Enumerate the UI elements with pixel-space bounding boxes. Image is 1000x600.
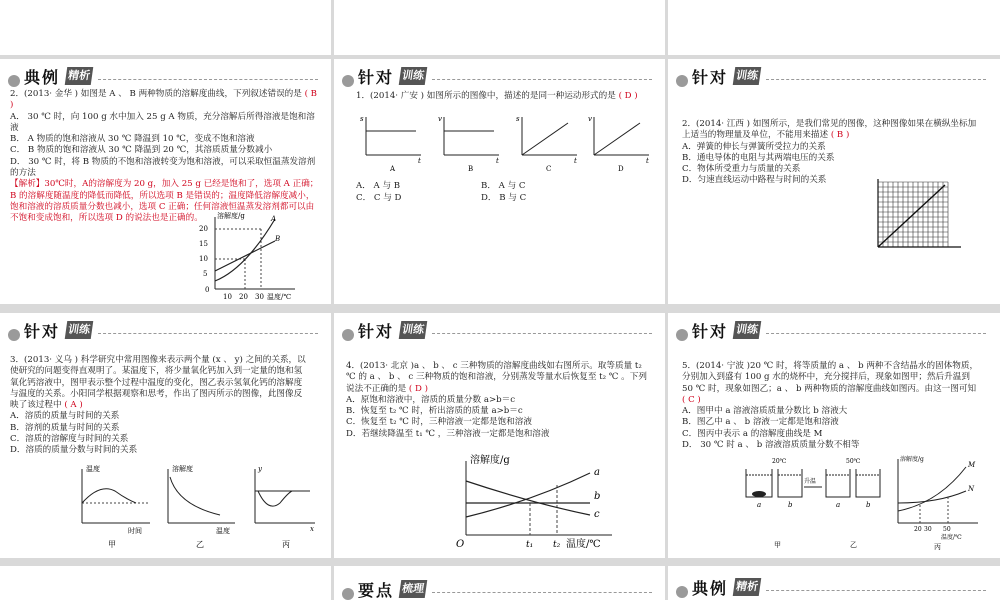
header-tag: 精析 (733, 578, 762, 596)
graph-bing (255, 465, 315, 549)
option-c: C．图丙中表示 a 的溶解度曲线是 M (682, 428, 823, 439)
graph-label-a: A (390, 165, 396, 173)
curve-graph-bing (898, 455, 978, 551)
question-text: 3．(2013· 义乌 ) 科学研究中常用图像来表示两个量 (x 、 y) 之间的关系，以使研究的问题变得直观明了。某温度下，将少量氧化钙加入到一定量的饱和氢氧化钙溶液中，图甲表示整个过程中温度的变化，图乙表示氢氧化钙的溶解度与温度的关系。小阳同学根据观察和思考，作出了图丙所示的图像，此图像反映了该过程中 (10, 355, 306, 411)
g1-name: 甲 (108, 540, 116, 549)
header-rule (432, 79, 652, 80)
answer-text: ( C ) (682, 394, 701, 405)
header-rule (98, 333, 318, 334)
curve-b-label: B (275, 235, 281, 243)
solubility-graph (195, 209, 305, 301)
option-b: B．恢复至 t₂ ℃ 时，析出溶质的质量 a>b＝c (346, 406, 523, 417)
slide-practice-2[interactable] (668, 59, 1000, 304)
graph-xlabel: 温度/℃ (566, 539, 601, 550)
temp-50-label: 50℃ (846, 458, 861, 465)
g2-name: 乙 (196, 540, 204, 549)
axis-t: t (646, 157, 649, 165)
header-dot-icon (676, 329, 688, 341)
graph-xlabel: 温度/℃ (267, 293, 292, 301)
next-slide-bottom-left (0, 566, 331, 600)
question-block (10, 89, 322, 225)
g2-xlabel: 温度 (216, 527, 230, 535)
question-block (356, 91, 656, 102)
header-title: 典例 (692, 579, 729, 598)
header-title: 针对 (24, 322, 61, 341)
curve-a-label: A (271, 215, 277, 223)
header-tag: 训练 (399, 321, 428, 339)
slide-practice-5[interactable] (668, 313, 1000, 558)
slide-header (8, 319, 308, 341)
xtick-20: 20 (914, 526, 922, 533)
header-rule (766, 333, 986, 334)
option-d: D． 30 ℃ 时 a 、 b 溶液溶质质量分数不相等 (682, 440, 860, 451)
header-rule (766, 79, 986, 80)
slide-header (342, 578, 642, 600)
graph-label-b: B (468, 165, 474, 173)
graph-label-c: C (546, 165, 552, 173)
header-tag: 训练 (399, 67, 428, 85)
slide-header (676, 65, 976, 87)
curve-b-label: b (594, 491, 601, 502)
header-dot-icon (676, 75, 688, 87)
axis-t: t (418, 157, 421, 165)
header-title: 针对 (692, 68, 729, 87)
slide-practice-1[interactable] (334, 59, 665, 304)
beaker-a-label: a (757, 501, 762, 509)
prev-slide-top-mid (334, 0, 665, 55)
graph-ylabel: 溶解度/g (217, 212, 245, 220)
curve-m-label: M (968, 461, 976, 469)
slide-practice-3[interactable] (0, 313, 331, 558)
graph-label-d: D (618, 165, 624, 173)
axis-t: t (496, 157, 499, 165)
grid-graph (873, 177, 963, 251)
slide-header (342, 319, 642, 341)
analysis-text: 【解析】30℃时，A的溶解度为 20 g，加入 25 g 已经是饱和了，选项 A 正确；B 的溶解度随温度的降低而降低，所以选项 B 是错误的；温度降低溶解度减小，饱和溶液的溶质质量分数也减小，选项 C 正确；任何溶液恒温蒸发溶剂都可以由不饱和变成饱和，所以选项 D 的说法也是正确的。 (10, 179, 319, 224)
beaker-a2-label: a (836, 501, 841, 509)
ytick-20: 20 (199, 225, 208, 233)
beaker-b-label: b (788, 501, 793, 509)
axis-v: v (588, 115, 592, 123)
t1-label: t₁ (526, 540, 534, 550)
header-tag: 梳理 (399, 580, 428, 598)
option-c: C． B 物质的饱和溶液从 30 ℃ 降温到 20 ℃，其溶质质量分数减小 (10, 145, 273, 156)
header-dot-icon (342, 329, 354, 341)
xtick-30: 30 (255, 293, 264, 301)
question-text: 4．(2013· 北京 )a 、 b 、 c 三种物质的溶解度曲线如右图所示。取等质量 t₂ ℃ 的 a 、 b 、 c 三种物质的饱和溶液，分别蒸发等量水后恢复至 t₂ ℃ 。下列说法不正确的是 (346, 361, 647, 394)
header-title: 针对 (358, 68, 395, 87)
header-dot-icon (8, 75, 20, 87)
beaker-b2-label: b (866, 501, 871, 509)
graph-ylabel: 溶解度/g (470, 455, 510, 466)
three-graphs (70, 463, 325, 549)
header-rule (766, 590, 986, 591)
option-c: C． C 与 D (356, 193, 402, 203)
header-rule (432, 333, 652, 334)
header-tag: 精析 (65, 67, 94, 85)
graph-c (516, 115, 577, 173)
heat-label: 升温 (804, 478, 817, 485)
header-tag: 训练 (733, 67, 762, 85)
answer-text: ( B ) (10, 89, 317, 111)
header-rule (98, 79, 318, 80)
fig-yi-label: 乙 (850, 541, 857, 549)
beakers-yi (826, 469, 880, 497)
header-rule (432, 592, 652, 593)
axis-s: s (360, 115, 364, 123)
axis-s: s (516, 115, 520, 123)
prev-slide-top-left (0, 0, 331, 55)
slide-header (676, 576, 976, 598)
question-block (682, 361, 982, 451)
solubility-abc-graph (452, 453, 622, 553)
graph-d (588, 115, 649, 173)
option-a: A．原饱和溶液中，溶质的质量分数 a>b＝c (346, 394, 516, 405)
axis-v: v (438, 115, 442, 123)
bing-ylabel: 溶解度/g (900, 456, 924, 463)
answer-text: ( D ) (408, 383, 428, 394)
graph-a (360, 115, 421, 173)
question-text: 5．(2014· 宁波 )20 ℃ 时，将等质量的 a 、 b 两种不含结晶水的固体物质，分别加入到盛有 100 g 水的烧杯中，充分搅拌后，现象如图甲；然后升温到 50 ℃ 时，现象如图乙；a 、 b 两种物质的溶解度曲线如图丙。由这一图可知 (682, 361, 979, 394)
header-title: 针对 (692, 322, 729, 341)
graph-b (438, 115, 499, 173)
slide-header (342, 65, 642, 87)
slide-header (8, 65, 308, 87)
xtick-10: 10 (223, 293, 232, 301)
beaker-and-curve-figure (738, 453, 993, 551)
header-dot-icon (342, 75, 354, 87)
fig-bing-label: 丙 (934, 543, 941, 551)
g3-name: 丙 (282, 540, 290, 549)
option-a: A．图甲中 a 溶液溶质质量分数比 b 溶液大 (682, 406, 848, 417)
option-b: B．溶剂的质量与时间的关系 (10, 422, 120, 433)
slide-practice-4[interactable] (334, 313, 665, 558)
prev-slide-top-right (668, 0, 1000, 55)
answer-text: ( D ) (618, 91, 638, 101)
header-dot-icon (8, 329, 20, 341)
option-d: D．若继续降温至 t₁ ℃ ，三种溶液一定都是饱和溶液 (346, 428, 550, 439)
answer-text: ( B ) (830, 130, 850, 141)
option-d: D． 30 ℃ 时，将 B 物质的不饱和溶液转变为饱和溶液，可以采取恒温蒸发溶剂的方法 (10, 156, 316, 179)
header-tag: 训练 (733, 321, 762, 339)
answer-text: ( A ) (64, 400, 83, 411)
header-dot-icon (342, 588, 354, 600)
option-d: D． B 与 C (481, 193, 527, 203)
option-a: A．弹簧的伸长与弹簧所受拉力的关系 (682, 141, 826, 152)
option-a: A． A 与 B (356, 181, 401, 191)
fig-jia-label: 甲 (774, 541, 781, 549)
question-block (346, 361, 651, 440)
g2-ylabel: 溶解度 (172, 465, 193, 473)
g1-xlabel: 时间 (128, 527, 142, 535)
question-text: 2．(2014· 江西 ) 如图所示，是我们常见的图像，这种图像如果在横纵坐标加上适当的物理量及单位，不能用来描述 (682, 119, 977, 141)
option-d: D．溶质的质量分数与时间的关系 (10, 445, 138, 456)
option-a: A．溶质的质量与时间的关系 (10, 411, 120, 422)
option-b: B．图乙中 a 、 b 溶液一定都是饱和溶液 (682, 417, 839, 428)
question-block (10, 355, 310, 457)
next-slide-example[interactable] (668, 566, 1000, 600)
graph-origin: O (456, 539, 465, 550)
header-tag: 训练 (65, 321, 94, 339)
option-c: C．溶质的溶解度与时间的关系 (10, 434, 129, 445)
xtick-20: 20 (239, 293, 248, 301)
t2-label: t₂ (553, 540, 561, 550)
motion-graphs (356, 109, 656, 174)
ytick-0: 0 (205, 286, 210, 294)
curve-c-label: c (594, 509, 600, 520)
header-title: 要点 (358, 581, 395, 600)
option-a: A． 30 ℃ 时，向 100 g 水中加入 25 g A 物质，充分溶解后所得溶液是饱和溶液 (10, 111, 315, 133)
header-title: 典例 (24, 68, 61, 87)
temp-20-label: 20℃ (772, 458, 787, 465)
option-b: B． A 与 C (481, 181, 526, 191)
header-title: 针对 (358, 322, 395, 341)
header-dot-icon (676, 586, 688, 598)
slide-header (676, 319, 976, 341)
bing-xlabel: 温度/℃ (941, 534, 962, 541)
g3-xlabel: x (310, 525, 314, 533)
option-c: C．物体所受重力与质量的关系 (682, 164, 801, 175)
option-b: B． A 物质的饱和溶液从 30 ℃ 降温到 10 ℃，变成不饱和溶液 (10, 134, 255, 145)
graph-yi (168, 464, 235, 549)
slide-example-2[interactable] (0, 59, 331, 304)
question-text: 2．(2013· 金华 ) 如图是 A 、 B 两种物质的溶解度曲线，下列叙述错误的是 (10, 89, 302, 99)
question-text: 1．(2014· 广安 ) 如图所示的图像中，描述的是同一种运动形式的是 (356, 91, 616, 101)
g1-ylabel: 温度 (86, 465, 100, 473)
option-b: B．通电导体的电阻与其两端电压的关系 (682, 152, 835, 163)
precipitate-icon (752, 491, 766, 497)
xtick-30: 30 (924, 526, 932, 533)
g3-ylabel: y (258, 465, 262, 473)
graph-jia (82, 464, 150, 549)
curve-a-label: a (594, 467, 600, 478)
xtick-50: 50 (943, 526, 951, 533)
curve-n-label: N (968, 485, 975, 493)
ytick-10: 10 (199, 255, 208, 263)
next-slide-key-points[interactable] (334, 566, 665, 600)
option-c: C．恢复至 t₂ ℃ 时，三种溶液一定都是饱和溶液 (346, 417, 532, 428)
option-d: D．匀速直线运动中路程与时间的关系 (682, 175, 827, 186)
axis-t: t (574, 157, 577, 165)
ytick-15: 15 (199, 240, 208, 248)
ytick-5: 5 (203, 270, 208, 278)
